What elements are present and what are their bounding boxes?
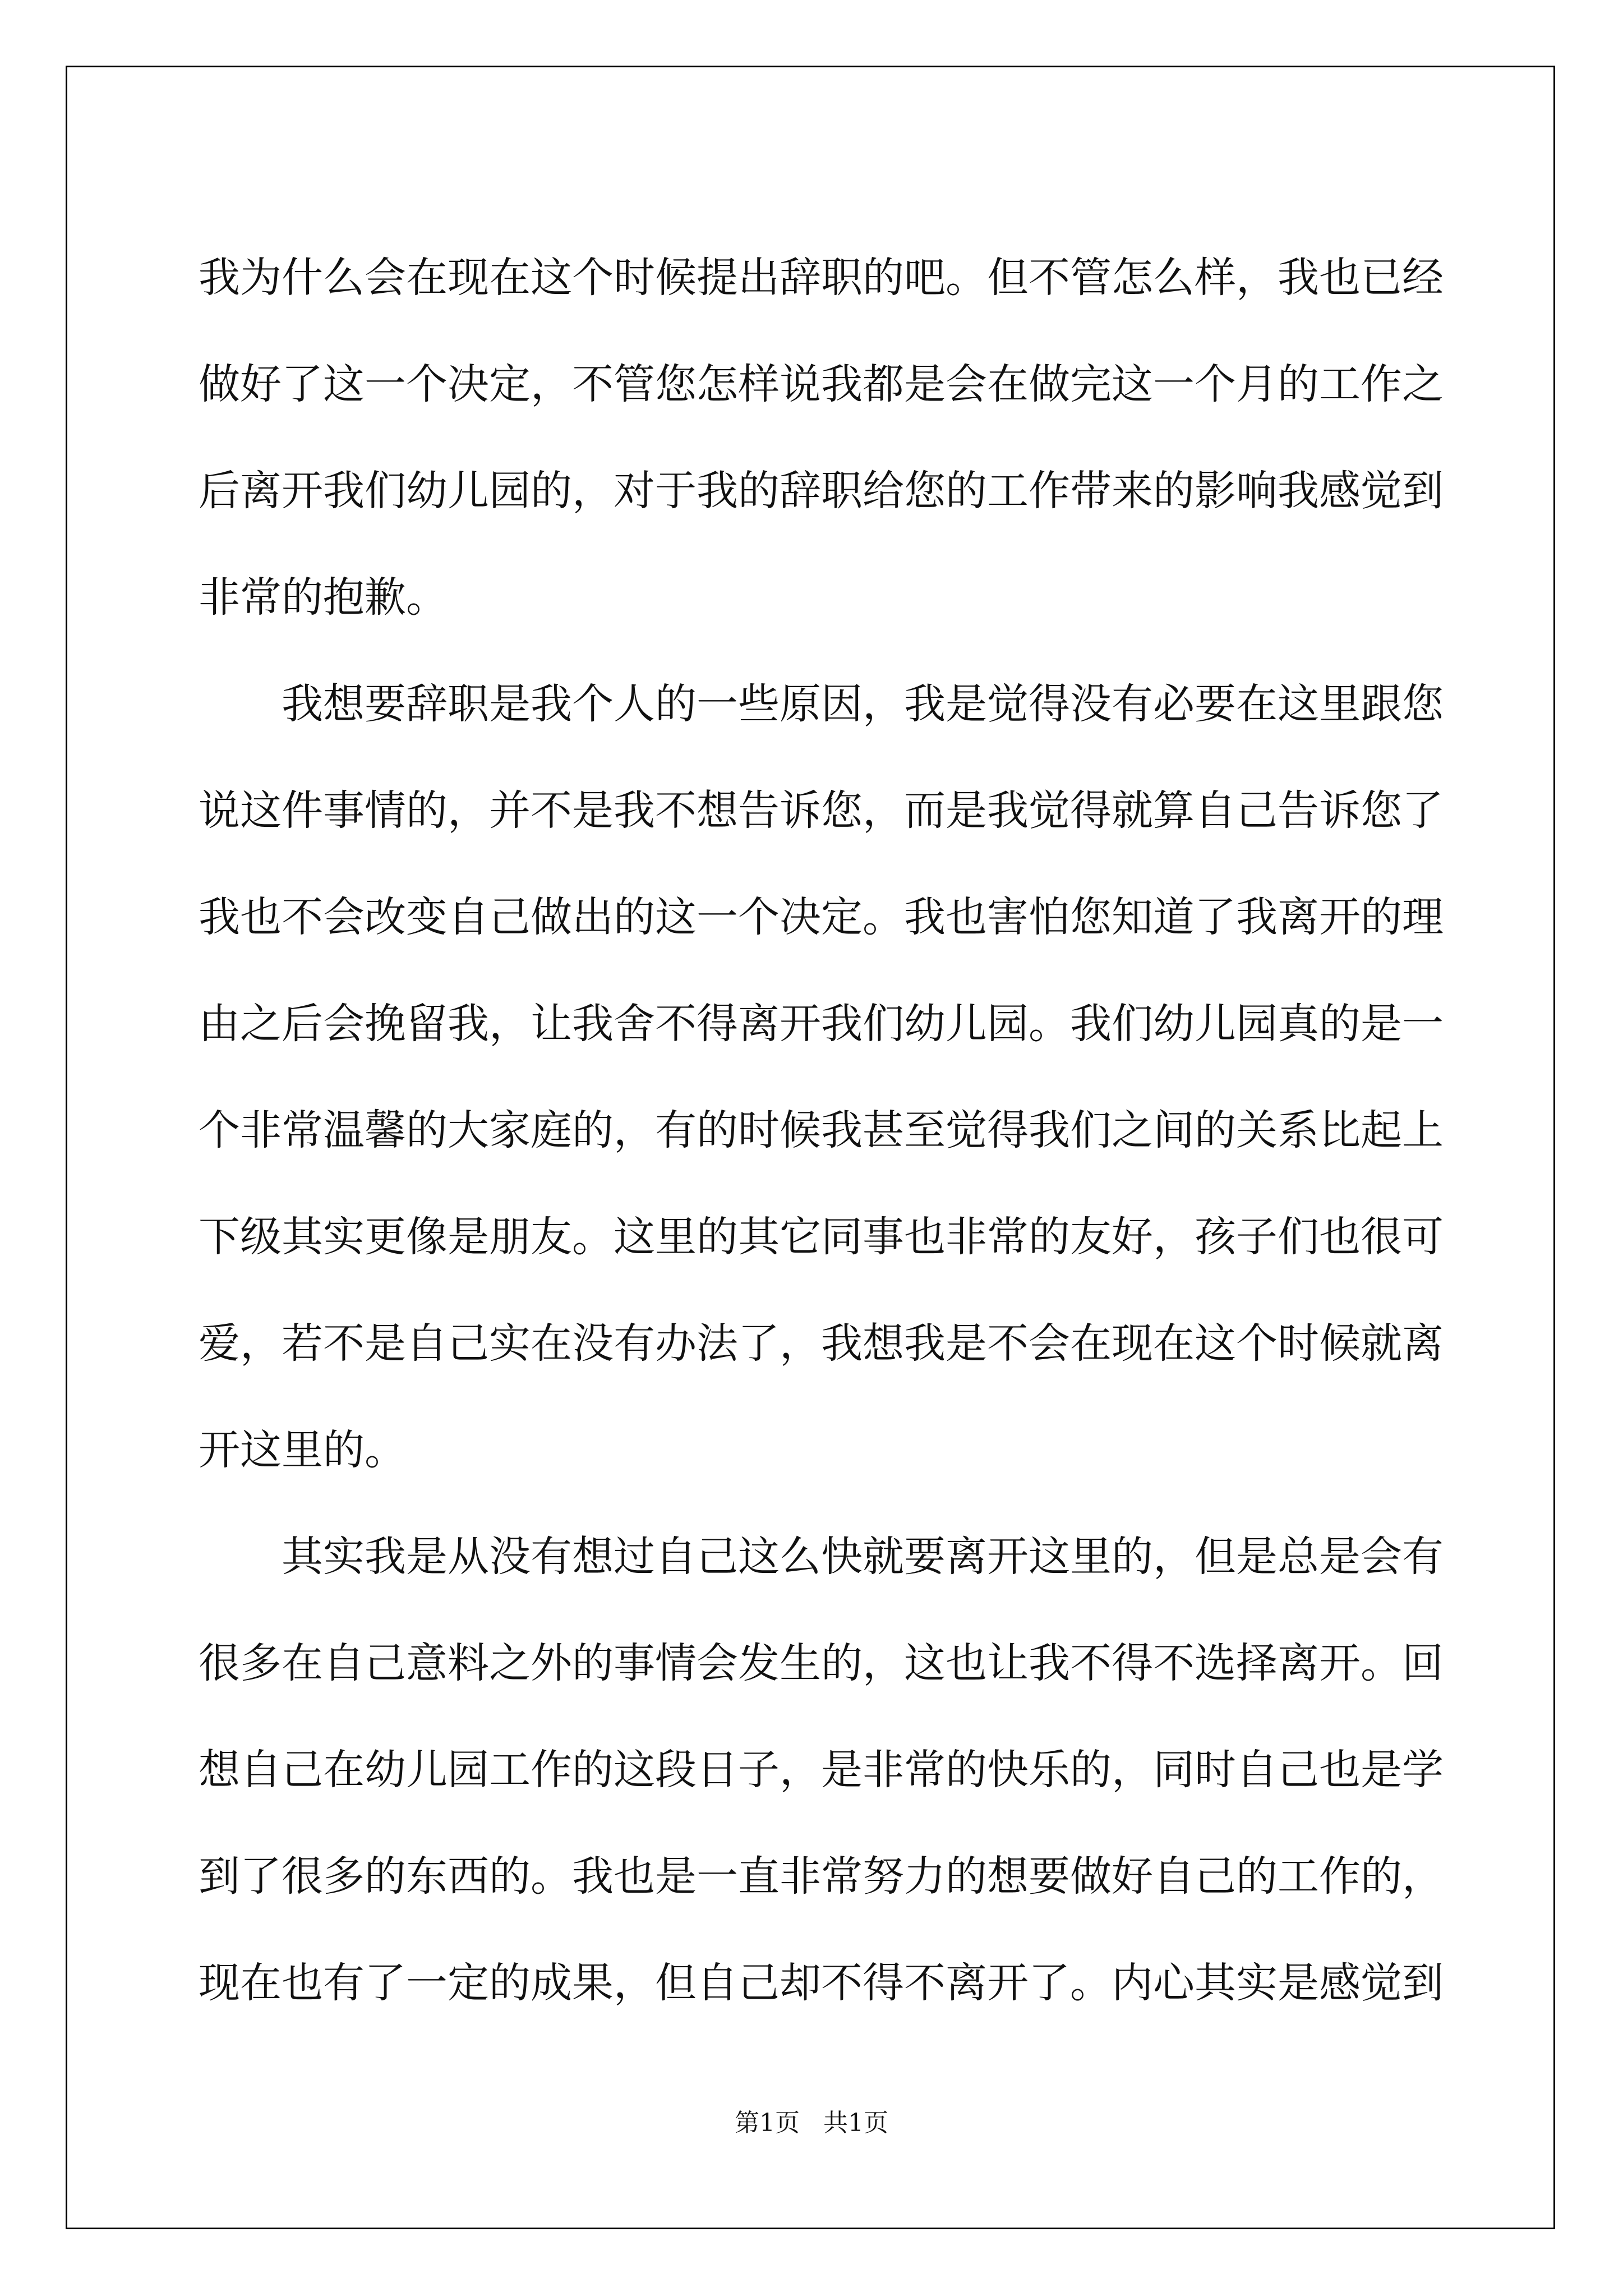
text-line: 想自己在幼儿园工作的这段日子，是非常的快乐的，同时自己也是学 (199, 1746, 1444, 1794)
text-line: 我想要辞职是我个人的一些原因，我是觉得没有必要在这里跟您 (282, 680, 1444, 728)
page-total: 共1页 (823, 2109, 888, 2137)
text-line: 个非常温馨的大家庭的，有的时候我甚至觉得我们之间的关系比起上 (199, 1106, 1444, 1154)
text-line: 由之后会挽留我，让我舍不得离开我们幼儿园。我们幼儿园真的是一 (199, 1000, 1444, 1048)
text-line: 说这件事情的，并不是我不想告诉您，而是我觉得就算自己告诉您了 (199, 786, 1444, 835)
text-line: 其实我是从没有想过自己这么快就要离开这里的，但是总是会有 (282, 1533, 1444, 1581)
text-line: 下级其实更像是朋友。这里的其它同事也非常的友好，孩子们也很可 (199, 1213, 1444, 1261)
document-body (199, 224, 1444, 2036)
page-number: 第1页 (735, 2109, 800, 2137)
text-line: 做好了这一个决定，不管您怎样说我都是会在做完这一个月的工作之 (199, 360, 1444, 408)
text-line: 到了很多的东西的。我也是一直非常努力的想要做好自己的工作的， (199, 1852, 1444, 1901)
text-line: 非常的抱歉。 (199, 573, 448, 622)
text-line: 现在也有了一定的成果，但自己却不得不离开了。内心其实是感觉到 (199, 1959, 1444, 2007)
text-line: 爱，若不是自己实在没有办法了，我想我是不会在现在这个时候就离 (199, 1319, 1444, 1368)
text-line: 后离开我们幼儿园的，对于我的辞职给您的工作带来的影响我感觉到 (199, 467, 1444, 515)
text-line: 我为什么会在现在这个时候提出辞职的吧。但不管怎么样，我也已经 (199, 254, 1444, 302)
text-line: 开这里的。 (199, 1426, 406, 1474)
text-line: 我也不会改变自己做出的这一个决定。我也害怕您知道了我离开的理 (199, 893, 1444, 941)
text-line: 很多在自己意料之外的事情会发生的，这也让我不得不选择离开。回 (199, 1639, 1444, 1687)
page-footer (0, 2102, 1623, 2138)
